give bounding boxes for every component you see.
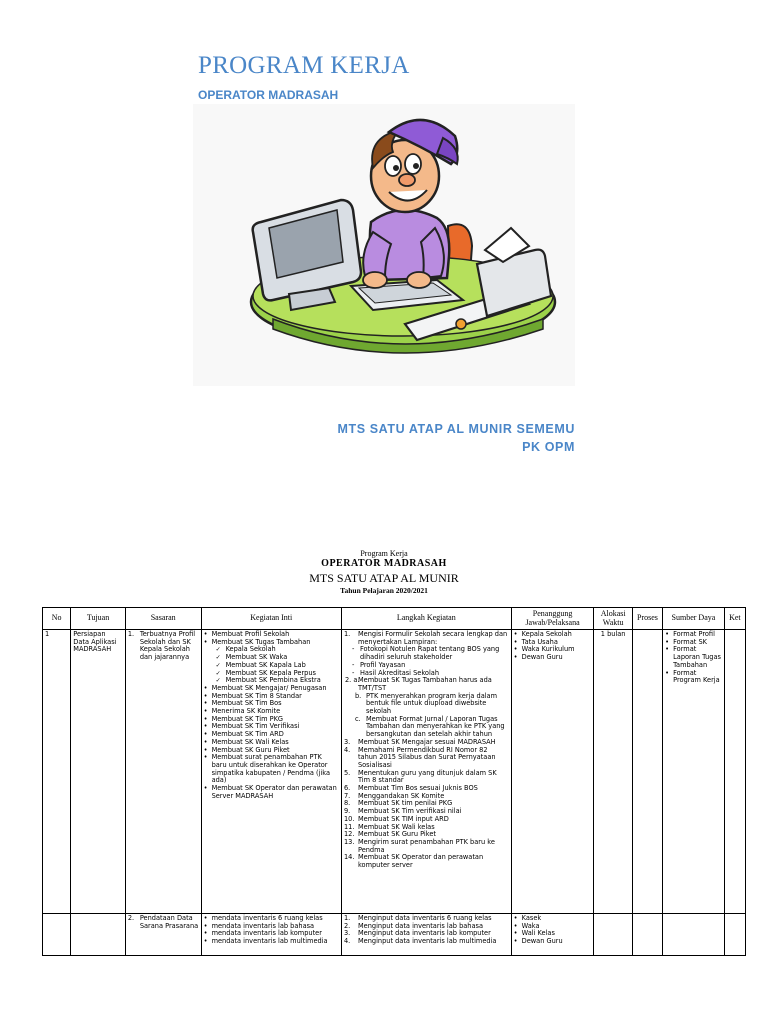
list-item-text: Membuat SK Guru Piket bbox=[357, 830, 436, 839]
list-item bbox=[344, 770, 509, 785]
operator-illustration bbox=[193, 104, 575, 386]
cell-tujuan bbox=[71, 914, 126, 956]
kegiatan-list bbox=[204, 631, 339, 800]
list-item-text: Membuat SK Pembina Ekstra bbox=[225, 676, 321, 685]
list-item bbox=[344, 646, 509, 661]
list-item-number: 2. a. bbox=[344, 676, 360, 685]
list-item bbox=[344, 631, 509, 646]
list-item bbox=[344, 716, 509, 739]
list-item-text: Membuat SK Wali Kelas bbox=[211, 737, 289, 746]
penanggung-list bbox=[514, 631, 592, 662]
table-row bbox=[43, 630, 746, 914]
list-item-text: Mengisi Formulir Sekolah secara lengkap dan menyertakan Lampiran: bbox=[357, 630, 508, 646]
kegiatan-list bbox=[204, 915, 339, 946]
list-item-text: Menginput data inventaris 6 ruang kelas bbox=[357, 914, 492, 922]
list-item-text: Menerima SK Komite bbox=[211, 707, 281, 716]
cover-title: PROGRAM KERJA bbox=[198, 52, 410, 79]
list-item: • Dewan Guru bbox=[514, 654, 592, 662]
list-item-text: Membuat SK Guru Piket bbox=[211, 745, 290, 754]
list-item-text: Menginput data inventaris lab bahasa bbox=[357, 921, 483, 930]
list-item-text: Menginput data inventaris lab komputer bbox=[357, 929, 491, 938]
doc-heading: Program Kerja bbox=[360, 549, 408, 558]
list-item-text: Membuat SK Tim Bos bbox=[211, 699, 282, 708]
list-item-text: Kepala Sekolah bbox=[225, 645, 276, 654]
cell-no bbox=[43, 914, 71, 956]
list-item: • Waka bbox=[514, 923, 592, 931]
list-item-text: Membuat SK Tim ARD bbox=[211, 730, 284, 739]
list-item-text: Menginput data inventaris lab multimedia bbox=[357, 937, 497, 946]
cell-sasaran bbox=[125, 914, 201, 956]
operator-at-computer-icon bbox=[193, 104, 575, 386]
list-item-text: Membuat SK tim penilai PKG bbox=[357, 799, 453, 808]
cover-subtitle: OPERATOR MADRASAH bbox=[198, 88, 339, 102]
list-item-text: Membuat SK Operator dan perawatan komputer server bbox=[357, 853, 484, 870]
list-item: • Dewan Guru bbox=[514, 938, 592, 946]
list-item bbox=[344, 677, 509, 692]
list-item-number: 2. bbox=[343, 921, 351, 930]
list-item-text: Membuat surat penambahan PTK baru untuk diserahkan ke Operator simpatika kabupaten / Pendma (jika ada) bbox=[211, 753, 331, 785]
list-item: • Kasek bbox=[514, 915, 592, 923]
list-item bbox=[204, 785, 339, 800]
sasaran-number: 1. bbox=[127, 630, 135, 638]
list-item: • Tata Usaha bbox=[514, 639, 592, 647]
table-row bbox=[43, 914, 746, 956]
list-item-number: b. bbox=[354, 691, 362, 700]
cell-langkah bbox=[341, 630, 511, 914]
list-item-text: Membuat SK Tim verifikasi nilai bbox=[357, 807, 462, 816]
list-item bbox=[344, 839, 509, 854]
list-item-text: Membuat SK Operator dan perawatan Server MADRASAH bbox=[211, 784, 337, 800]
list-item-text: Menentukan guru yang ditunjuk dalam SK Tim 8 standar bbox=[357, 768, 497, 785]
doc-year: Tahun Pelajaran 2020/2021 bbox=[340, 586, 428, 595]
list-item-text: Membuat SK Kapala Lab bbox=[225, 660, 306, 669]
list-item-text: Membuat SK Tim PKG bbox=[211, 714, 284, 723]
list-item-number: 1. bbox=[343, 914, 351, 922]
list-item-number: 7. bbox=[343, 791, 351, 800]
list-item bbox=[204, 754, 339, 785]
list-item-text: Mengirim surat penambahan PTK baru ke Pendma bbox=[357, 837, 495, 854]
list-item bbox=[344, 854, 509, 869]
cell-sasaran bbox=[125, 630, 201, 914]
list-item-text: Membuat SK Mengajar/ Penugasan bbox=[211, 683, 327, 692]
list-item-text: Membuat SK Tugas Tambahan bbox=[211, 637, 311, 646]
header-sumber: Sumber Daya bbox=[663, 608, 725, 630]
list-item bbox=[204, 938, 339, 946]
sasaran-text: Pendataan Data Sarana Prasarana bbox=[139, 914, 199, 930]
list-item-text: Membuat SK Tim 8 Standar bbox=[211, 691, 302, 700]
list-item-text: Membuat SK Tim Verifikasi bbox=[211, 722, 300, 731]
list-item: • Format SK bbox=[665, 639, 722, 647]
list-item-number: 3. bbox=[343, 737, 351, 746]
list-item-number: 4. bbox=[343, 937, 351, 946]
list-item-text: Membuat SK Waka bbox=[225, 653, 288, 662]
list-item: • Kepala Sekolah bbox=[514, 631, 592, 639]
cell-langkah bbox=[341, 914, 511, 956]
header-tujuan: Tujuan bbox=[71, 608, 126, 630]
list-item: • Format Laporan Tugas Tambahan bbox=[665, 646, 722, 669]
list-item-text: Membuat SK TIM input ARD bbox=[357, 814, 449, 823]
header-sasaran: Sasaran bbox=[125, 608, 201, 630]
list-item bbox=[344, 938, 509, 946]
list-item-number: c. bbox=[354, 714, 361, 723]
list-item-text: Membuat SK Kepala Perpus bbox=[225, 668, 316, 677]
list-item-number: 6. bbox=[343, 784, 351, 793]
cell-proses bbox=[632, 630, 662, 914]
cell-ket bbox=[724, 630, 745, 914]
list-item: • Wali Kelas bbox=[514, 930, 592, 938]
list-item-text: Menggandakan SK Komite bbox=[357, 791, 445, 800]
header-proses: Proses bbox=[632, 608, 662, 630]
list-item-text: Membuat Tim Bos sesuai Juknis BOS bbox=[357, 784, 478, 793]
list-item-text: Membuat SK Tugas Tambahan harus ada TMT/TST bbox=[357, 676, 492, 692]
penanggung-list bbox=[514, 915, 592, 946]
list-item-number: 1. bbox=[343, 630, 351, 638]
cell-sumber bbox=[663, 914, 725, 956]
cell-kegiatan bbox=[201, 630, 341, 914]
header-langkah: Langkah Kegiatan bbox=[341, 608, 511, 630]
list-item-text: mendata inventaris lab komputer bbox=[211, 929, 322, 938]
list-item-number: 14. bbox=[343, 853, 355, 862]
langkah-list bbox=[344, 915, 509, 946]
header-penanggung: Penanggung Jawab/Pelaksana bbox=[511, 608, 594, 630]
sumber-list bbox=[665, 631, 722, 685]
pk-code: PK OPM bbox=[522, 440, 575, 454]
list-item-text: Membuat SK Mengajar sesuai MADRASAH bbox=[357, 737, 496, 746]
list-item: • Format Program Kerja bbox=[665, 670, 722, 685]
list-item-text: mendata inventaris lab multimedia bbox=[211, 937, 328, 946]
list-item-number: 12. bbox=[343, 830, 355, 839]
list-item-number: 4. bbox=[343, 745, 351, 754]
cell-no: 1 bbox=[43, 630, 71, 914]
header-kegiatan: Kegiatan Inti bbox=[201, 608, 341, 630]
list-item-text: Memahami Permendikbud RI Nomor 82 tahun 2015 Silabus dan Surat Pernyataan Sosialisasi bbox=[357, 745, 496, 769]
sasaran-text: Terbuatnya Profil Sekolah dan SK Kepala Sekolah dan jajarannya bbox=[139, 630, 196, 662]
cell-kegiatan bbox=[201, 914, 341, 956]
cell-penanggung bbox=[511, 914, 594, 956]
cell-alokasi bbox=[594, 914, 632, 956]
cell-penanggung bbox=[511, 630, 594, 914]
header-no: No bbox=[43, 608, 71, 630]
list-item: • Waka Kurikulum bbox=[514, 646, 592, 654]
langkah-list bbox=[344, 631, 509, 870]
sasaran-number: 2. bbox=[127, 914, 135, 922]
list-item-text: Profil Yayasan bbox=[359, 660, 406, 669]
list-item-text: PTK menyerahkan program kerja dalam bentuk file untuk diupload diwebsite sekolah bbox=[365, 691, 498, 716]
list-item-text: Membuat Profil Sekolah bbox=[211, 630, 290, 638]
list-item-text: Hasil Akreditasi Sekolah bbox=[359, 668, 440, 677]
list-item-number: 11. bbox=[343, 822, 355, 831]
list-item: • Format Profil bbox=[665, 631, 722, 639]
list-item-text: Membuat Format Jurnal / Laporan Tugas Tambahan dan menyerahkan ke PTK yang bersangkutan dan setelah akhir tahun bbox=[365, 714, 505, 739]
list-item-text: mendata inventaris 6 ruang kelas bbox=[211, 914, 323, 922]
list-item-number: 10. bbox=[343, 814, 355, 823]
doc-school: MTS SATU ATAP AL MUNIR bbox=[309, 571, 459, 585]
list-item-number: 13. bbox=[343, 837, 355, 846]
header-alokasi: Alokasi Waktu bbox=[594, 608, 632, 630]
cell-ket bbox=[724, 914, 745, 956]
list-item bbox=[344, 747, 509, 770]
list-item-number: 9. bbox=[343, 807, 351, 816]
cell-alokasi: 1 bulan bbox=[594, 630, 632, 914]
list-item-text: Membuat SK Wali kelas bbox=[357, 822, 435, 831]
table-header-row bbox=[43, 608, 746, 630]
list-item bbox=[344, 693, 509, 716]
school-name: MTS SATU ATAP AL MUNIR SEMEMU bbox=[337, 422, 575, 436]
list-item-number: 3. bbox=[343, 929, 351, 938]
header-ket: Ket bbox=[724, 608, 745, 630]
list-item-number: 5. bbox=[343, 768, 351, 777]
cell-tujuan: Persiapan Data Aplikasi MADRASAH bbox=[71, 630, 126, 914]
work-plan-table bbox=[42, 607, 746, 956]
doc-title: OPERATOR MADRASAH bbox=[321, 558, 447, 569]
list-item-text: Fotokopi Notulen Rapat tentang BOS yang dihadiri seluruh stakeholder bbox=[359, 645, 500, 662]
list-item-text: mendata inventaris lab bahasa bbox=[211, 921, 315, 930]
cell-proses bbox=[632, 914, 662, 956]
cell-sumber bbox=[663, 630, 725, 914]
list-item-number: 8. bbox=[343, 799, 351, 808]
